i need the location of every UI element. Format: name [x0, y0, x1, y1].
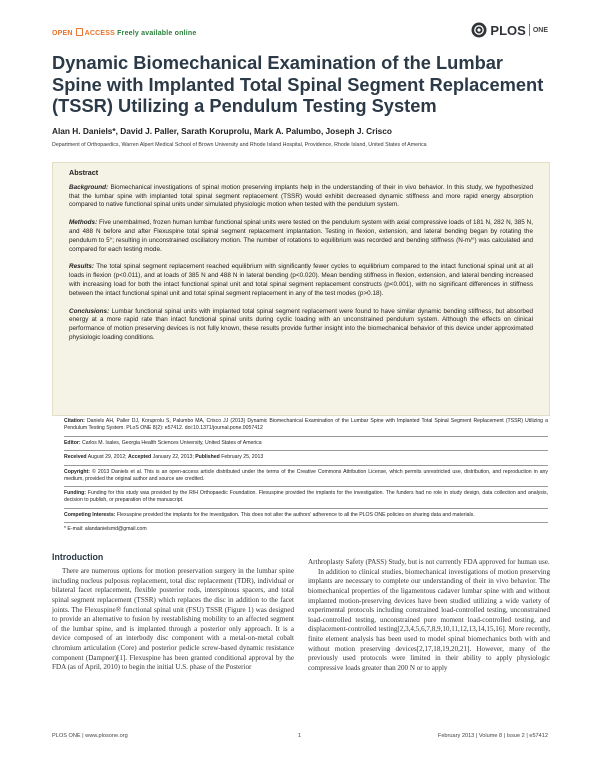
plos-one-logo [471, 22, 548, 38]
results-text: The total spinal segment replacement reached equilibrium with significantly fewer cycles to equilibrium compared to the intact functional spinal unit at all loads in flexion (p<0.011), and at loads of 385 N and 488 N in lateral bending (p<0.020). Mean bending stiffness in flexion, extension, and lateral bending increased with increasing load for both the intact functional spinal unit and total spinal segment replacement constructs (p<0.001), with no significant differences in stiffness between the intact functional spinal unit and total spinal segment replacement in any of the test modes (p>0.18). [69, 263, 533, 297]
intro-heading: Introduction [52, 552, 104, 562]
meta-divider [64, 522, 548, 523]
logo-divider [529, 24, 530, 36]
intro-continuation: Arthroplasty Safety (PASS) Study, but is not currently FDA approved for human use. [308, 558, 550, 566]
abstract-methods [69, 219, 533, 254]
conclusions-text: Lumbar functional spinal units with implanted total spinal segment replacement were found to have similar dynamic bending stiffness, but absorbed energy at a more rapid rate than intact functional spinal units during cyclic loading with an unconstrained pendulum system. Although the effects on clinical performance of motion preserving devices is not fully known, these results provide further insight into the biomechanical behavior of this device under approximated physiologic loading conditions. [69, 307, 533, 341]
accepted-date: January 22, 2013; [152, 454, 194, 460]
citation-text: Daniels AH, Paller DJ, Koruprolu S, Palumbo MA, Crisco JJ (2013) Dynamic Biomechanical Examination of the Lumbar Spine with Implanted Total Spinal Segment Replacement (TSSR) Utilizing a Pendulum Testing System. PLoS ONE 8(2): e57412. doi:10.1371/journal.pone.0057412 [64, 418, 548, 431]
received-label: Received [64, 454, 87, 460]
received-date: August 29, 2012; [87, 454, 127, 460]
author-list: Alan H. Daniels*, David J. Paller, Sarath Koruprolu, Mark A. Palumbo, Joseph J. Crisco [52, 126, 392, 136]
citation-label: Citation: [64, 418, 85, 424]
footer-issue: February 2013 | Volume 8 | Issue 2 | e57412 [437, 733, 548, 739]
abstract-background [69, 184, 533, 210]
results-label: Results: [69, 263, 95, 271]
published-label: Published [195, 454, 220, 460]
dates [64, 454, 548, 461]
page-number: 1 [298, 733, 302, 739]
accepted-label: Accepted [128, 454, 152, 460]
logo-one-text: ONE [532, 26, 548, 34]
lock-icon [76, 28, 83, 36]
published-date: February 25, 2013 [221, 454, 264, 460]
editor-text: Carlos M. Isales, Georgia Health Sciences University, United States of America [82, 439, 262, 446]
competing-text: Flexuspine provided the implants for the investigation. This does not alter the authors' adherence to all the PLOS ONE policies on sharing data and materials. [116, 511, 475, 518]
abstract-results [69, 263, 533, 298]
meta-divider [64, 465, 548, 466]
funding-label: Funding: [64, 490, 86, 496]
background-text: Biomechanical investigations of spinal motion preserving implants help in the understanding of their in vivo behavior. In this study, we hypothesized that the lumbar spine with implanted total spinal segment replacement (TSSR) would exhibit decreased dynamic stiffness and more rapid energy absorption compared to native functional spinal units under simulated physiologic motion when tested with the pendulum system. [69, 183, 533, 209]
logo-plos-text: PLOS [490, 22, 526, 38]
article-metadata [64, 418, 548, 537]
free-label: Freely available online [117, 30, 197, 37]
intro-paragraph: There are numerous options for motion preservation surgery in the lumbar spine including nucleus pulposus replacement, total disc replacement (TDR), individual or bilateral facet replacement, flexible posterior rods, interspinous spacers, and total spinal segment replacement (TSSR) which replaces the disc in addition to the facet joints. The Flexuspine® functional spinal unit (FSU) TSSR (Figure 1) was designed to provide an alternative to fusion by reestablishing mobility to an affected segment of the lumbar spine, and is implanted through a posterior only approach. It is a device composed of an interbody disc component with a metal-on-metal cobalt chromium articulation (Core) and posterior pedicle screw-based dynamic resistance component (Dampner)[1]. Flexuspine has been granted conditional approval by the FDA (as of April, 2010) to begin the initial U.S. phase of the Posterior [52, 567, 294, 672]
competing-interests [64, 512, 548, 519]
intro-paragraph: In addition to clinical studies, biomechanical investigations of motion preserving implants are necessary to complete our understanding of their in vivo behavior. The biomechanical properties of the ligamentous cadaver lumbar spine with and without implanted motion-preserving devices have been studied utilizing a wide variety of experimental protocols including constrained load-controlled testing, unconstrained load-controlled testing, unconstrained pure moment load-controlled testing, and displacement-controlled testing[2,3,4,5,6,7,8,9,10,11,12,13,14,15,16]. More recently, finite element analysis has been used to model spinal biomechanics both with and without motion preserving devices[2,17,18,19,20,21]. However, many of the previously used protocols were limited in their ability to apply physiologic compressive loads greater than 200 N or to apply [308, 567, 550, 672]
footer-journal: PLOS ONE | www.plosone.org [52, 733, 128, 739]
plos-logo-icon [471, 22, 487, 38]
intro-right-column [308, 558, 550, 674]
copyright-text: © 2013 Daniels et al. This is an open-access article distributed under the terms of the Creative Commons Attribution License, which permits unrestricted use, distribution, and reproduction in any medium, provided the original author and source are credited. [64, 468, 548, 482]
citation [64, 418, 548, 432]
editor [64, 440, 548, 447]
background-label: Background: [69, 183, 109, 191]
methods-label: Methods: [69, 219, 98, 227]
open-label: OPEN [52, 30, 73, 37]
access-label: ACCESS [84, 30, 116, 37]
affiliation: Department of Orthopaedics, Warren Alpert Medical School of Brown University and Rhode Island Hospital, Providence, Rhode Island, United States of America [52, 142, 427, 148]
abstract-conclusions [69, 308, 533, 343]
meta-divider [64, 486, 548, 487]
copyright [64, 469, 548, 483]
methods-text: Five unembalmed, frozen human lumbar functional spinal units were tested on the pendulum system with axial compressive loads of 181 N, 282 N, 385 N, and 488 N before and after Flexuspine total spinal segment replacement implantation. Testing in flexion, extension, and lateral bending began by rotating the pendulum to 5°; resulting in unconstrained oscillatory motion. The number of rotations to equilibrium was recorded and bending stiffness (N-m/°) was calculated and compared for each testing mode. [69, 219, 534, 253]
funding-text: Funding for this study was provided by the RIH Orthopaedic Foundation. Flexuspine provided the implants for the investigation. The funders had no role in study design, data collection and analysis, decision to publish, or preparation of the manuscript. [64, 490, 548, 503]
meta-divider [64, 450, 548, 451]
paper-title: Dynamic Biomechanical Examination of the Lumbar Spine with Implanted Total Spinal Segment Replacement (TSSR) Utilizing a Pendulum Testing System [52, 52, 544, 116]
open-access-banner [52, 28, 196, 37]
editor-label: Editor: [64, 439, 81, 446]
copyright-label: Copyright: [64, 468, 90, 475]
meta-divider [64, 508, 548, 509]
competing-label: Competing Interests: [64, 511, 116, 518]
abstract-box [52, 162, 550, 416]
meta-divider [64, 436, 548, 437]
conclusions-label: Conclusions: [69, 307, 110, 315]
funding [64, 490, 548, 504]
intro-left-column [52, 567, 294, 673]
abstract-heading: Abstract [69, 168, 99, 177]
email: * E-mail: alandanielsmd@gmail.com [64, 526, 147, 532]
